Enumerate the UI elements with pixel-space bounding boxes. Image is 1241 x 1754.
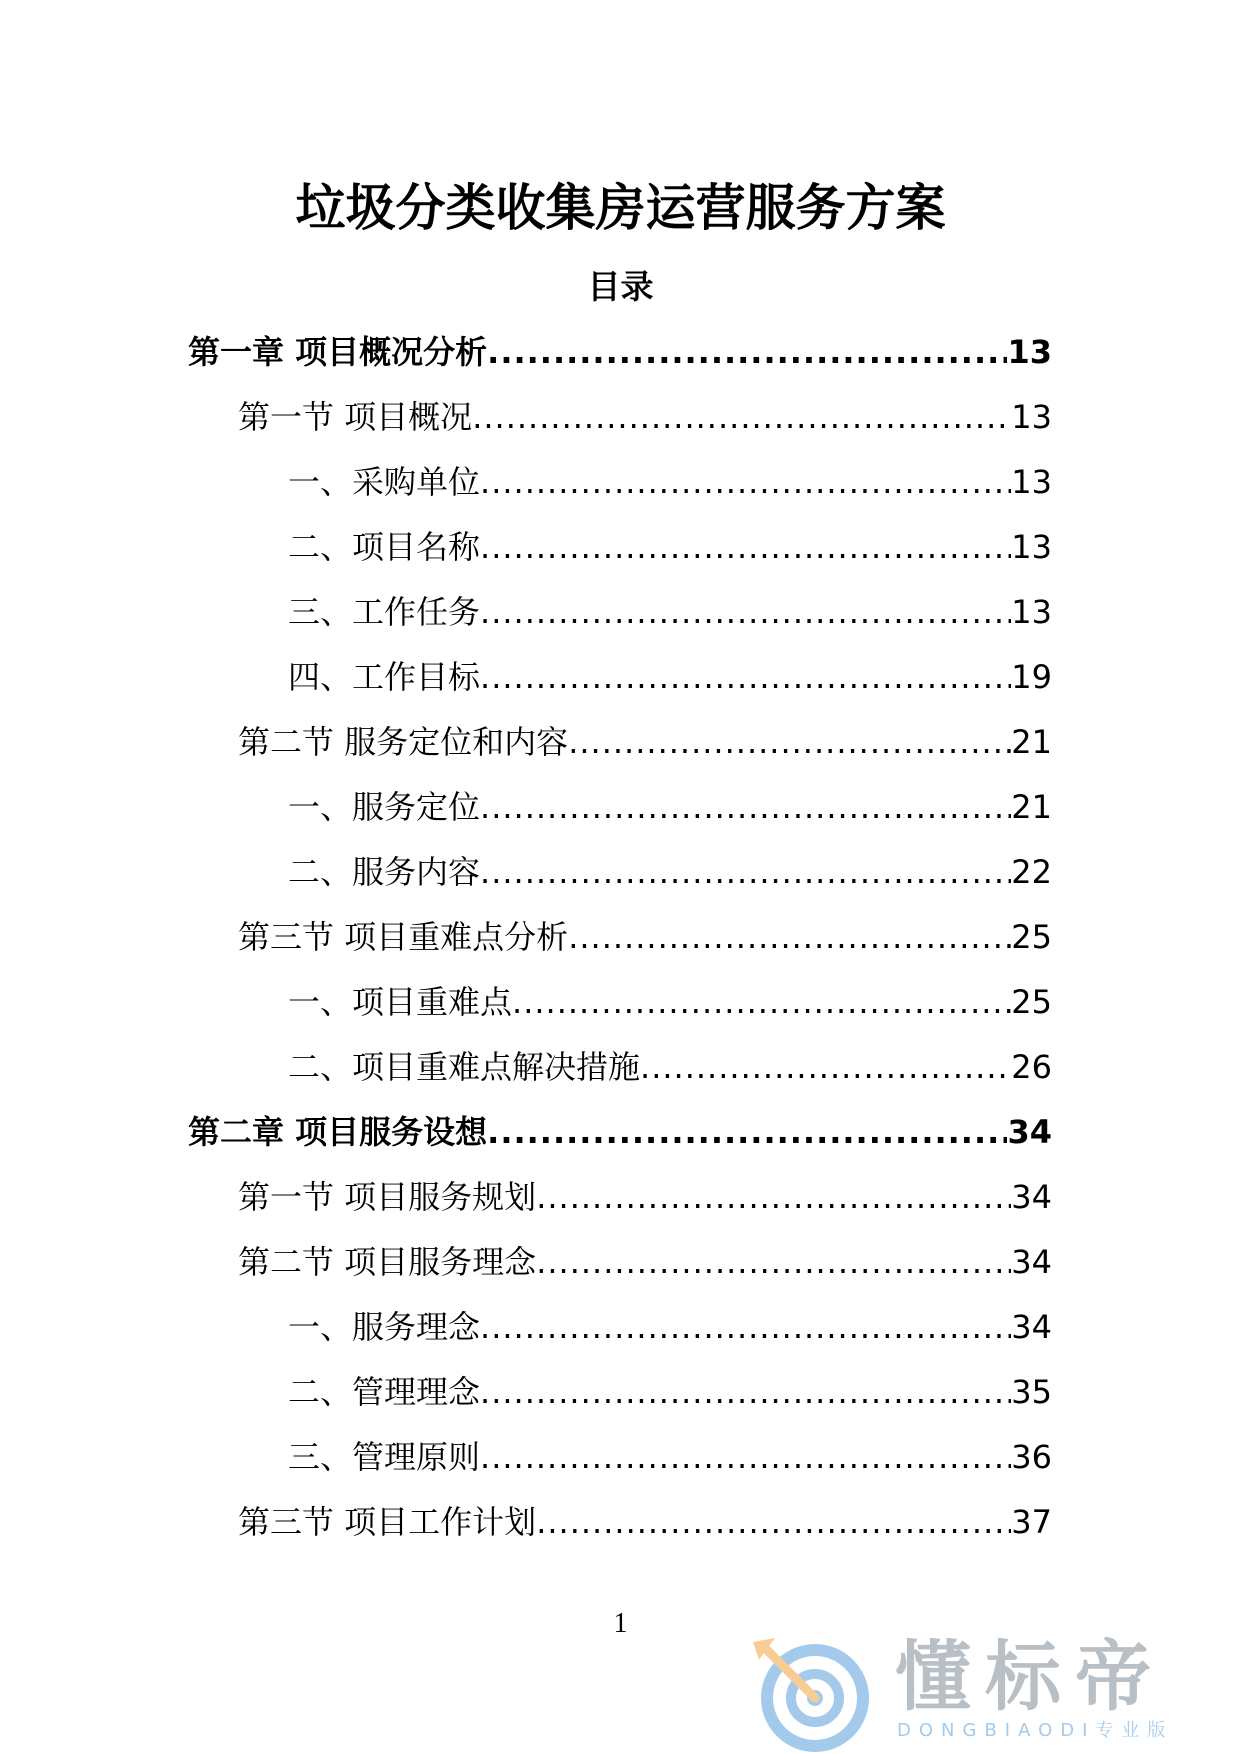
toc-dot-leader: [487, 320, 1007, 385]
toc-entry[interactable]: [288, 775, 1052, 840]
toc-entry-title: 一、服务定位: [288, 788, 481, 826]
toc-entry[interactable]: [238, 385, 1052, 450]
toc-entry-title: 一、项目重难点: [288, 983, 513, 1021]
toc-dot-leader: [487, 1100, 1007, 1165]
toc-dot-leader: [480, 450, 1011, 515]
toc-dot-leader: [480, 1295, 1011, 1360]
toc-dot-leader: [480, 1360, 1011, 1425]
toc-dot-leader: [472, 385, 1011, 450]
toc-entry[interactable]: [288, 645, 1052, 710]
toc-entry-page: 19: [1011, 658, 1052, 696]
toc-dot-leader: [536, 1490, 1011, 1555]
toc-entry-page: 34: [1011, 1308, 1052, 1346]
toc-entry[interactable]: [238, 1490, 1052, 1555]
toc-entry[interactable]: [288, 1360, 1052, 1425]
toc-entry-title: 四、工作目标: [288, 658, 481, 696]
toc-entry[interactable]: [188, 1100, 1052, 1165]
toc-entry-title: 第二节 项目服务理念: [238, 1243, 537, 1281]
toc-dot-leader: [480, 515, 1011, 580]
toc-entry-page: 21: [1011, 788, 1052, 826]
toc-entry-page: 13: [1011, 398, 1052, 436]
toc-entry-page: 25: [1011, 983, 1052, 1021]
watermark-brand-name: 懂标帝: [895, 1632, 1165, 1721]
toc-dot-leader: [536, 1165, 1011, 1230]
toc-dot-leader: [480, 775, 1011, 840]
toc-entry-title: 第一章 项目概况分析: [188, 333, 488, 371]
toc-entry-title: 第一节 项目概况: [238, 398, 473, 436]
toc-entry[interactable]: [188, 320, 1052, 385]
toc-entry-title: 第二章 项目服务设想: [188, 1113, 488, 1151]
toc-entry[interactable]: [288, 450, 1052, 515]
target-arrow-icon: [745, 1628, 885, 1754]
toc-entry-page: 34: [1007, 1113, 1052, 1151]
toc-entry-title: 二、项目重难点解决措施: [288, 1048, 641, 1086]
toc-dot-leader: [568, 710, 1011, 775]
toc-entry-title: 第三节 项目工作计划: [238, 1503, 537, 1541]
toc-dot-leader: [480, 580, 1011, 645]
toc-entry-page: 21: [1011, 723, 1052, 761]
toc-dot-leader: [480, 1425, 1011, 1490]
toc-dot-leader: [536, 1230, 1011, 1295]
toc-entry[interactable]: [238, 710, 1052, 775]
toc-dot-leader: [640, 1035, 1011, 1100]
toc-entry[interactable]: [288, 1035, 1052, 1100]
toc-entry[interactable]: [288, 580, 1052, 645]
toc-entry-title: 二、管理理念: [288, 1373, 481, 1411]
toc-entry-page: 13: [1011, 463, 1052, 501]
toc-entry[interactable]: [288, 1295, 1052, 1360]
toc-dot-leader: [568, 905, 1011, 970]
toc-entry-page: 34: [1011, 1178, 1052, 1216]
toc-entry[interactable]: [288, 515, 1052, 580]
toc-dot-leader: [512, 970, 1011, 1035]
toc-entry-page: 25: [1011, 918, 1052, 956]
toc-entry-title: 二、服务内容: [288, 853, 481, 891]
toc-entry-title: 第一节 项目服务规划: [238, 1178, 537, 1216]
toc-entry[interactable]: [238, 905, 1052, 970]
page-number: 1: [613, 1608, 628, 1639]
toc-dot-leader: [480, 645, 1011, 710]
toc-entry-page: 35: [1011, 1373, 1052, 1411]
toc-entry[interactable]: [288, 1425, 1052, 1490]
toc-entry-page: 26: [1011, 1048, 1052, 1086]
toc-entry-title: 二、项目名称: [288, 528, 481, 566]
toc-entry-page: 13: [1011, 593, 1052, 631]
toc-entry-title: 三、工作任务: [288, 593, 481, 631]
toc-dot-leader: [480, 840, 1011, 905]
watermark-brand-subtitle: DONGBIAODI专业版: [897, 1720, 1174, 1741]
toc-entry-title: 一、采购单位: [288, 463, 481, 501]
toc-entry[interactable]: [288, 970, 1052, 1035]
toc-entry[interactable]: [238, 1165, 1052, 1230]
document-title: 垃圾分类收集房运营服务方案: [295, 179, 946, 237]
toc-entry-title: 第三节 项目重难点分析: [238, 918, 569, 956]
toc-entry-page: 34: [1011, 1243, 1052, 1281]
toc-entry-title: 一、服务理念: [288, 1308, 481, 1346]
watermark-logo: [745, 1628, 1241, 1754]
table-of-contents: [0, 320, 1241, 1555]
toc-entry-page: 37: [1011, 1503, 1052, 1541]
toc-entry-page: 13: [1011, 528, 1052, 566]
toc-entry[interactable]: [288, 840, 1052, 905]
toc-entry-page: 36: [1011, 1438, 1052, 1476]
toc-heading: 目录: [587, 267, 654, 306]
toc-entry-title: 第二节 服务定位和内容: [238, 723, 569, 761]
toc-entry-page: 22: [1011, 853, 1052, 891]
toc-entry[interactable]: [238, 1230, 1052, 1295]
toc-entry-page: 13: [1007, 333, 1052, 371]
toc-entry-title: 三、管理原则: [288, 1438, 481, 1476]
